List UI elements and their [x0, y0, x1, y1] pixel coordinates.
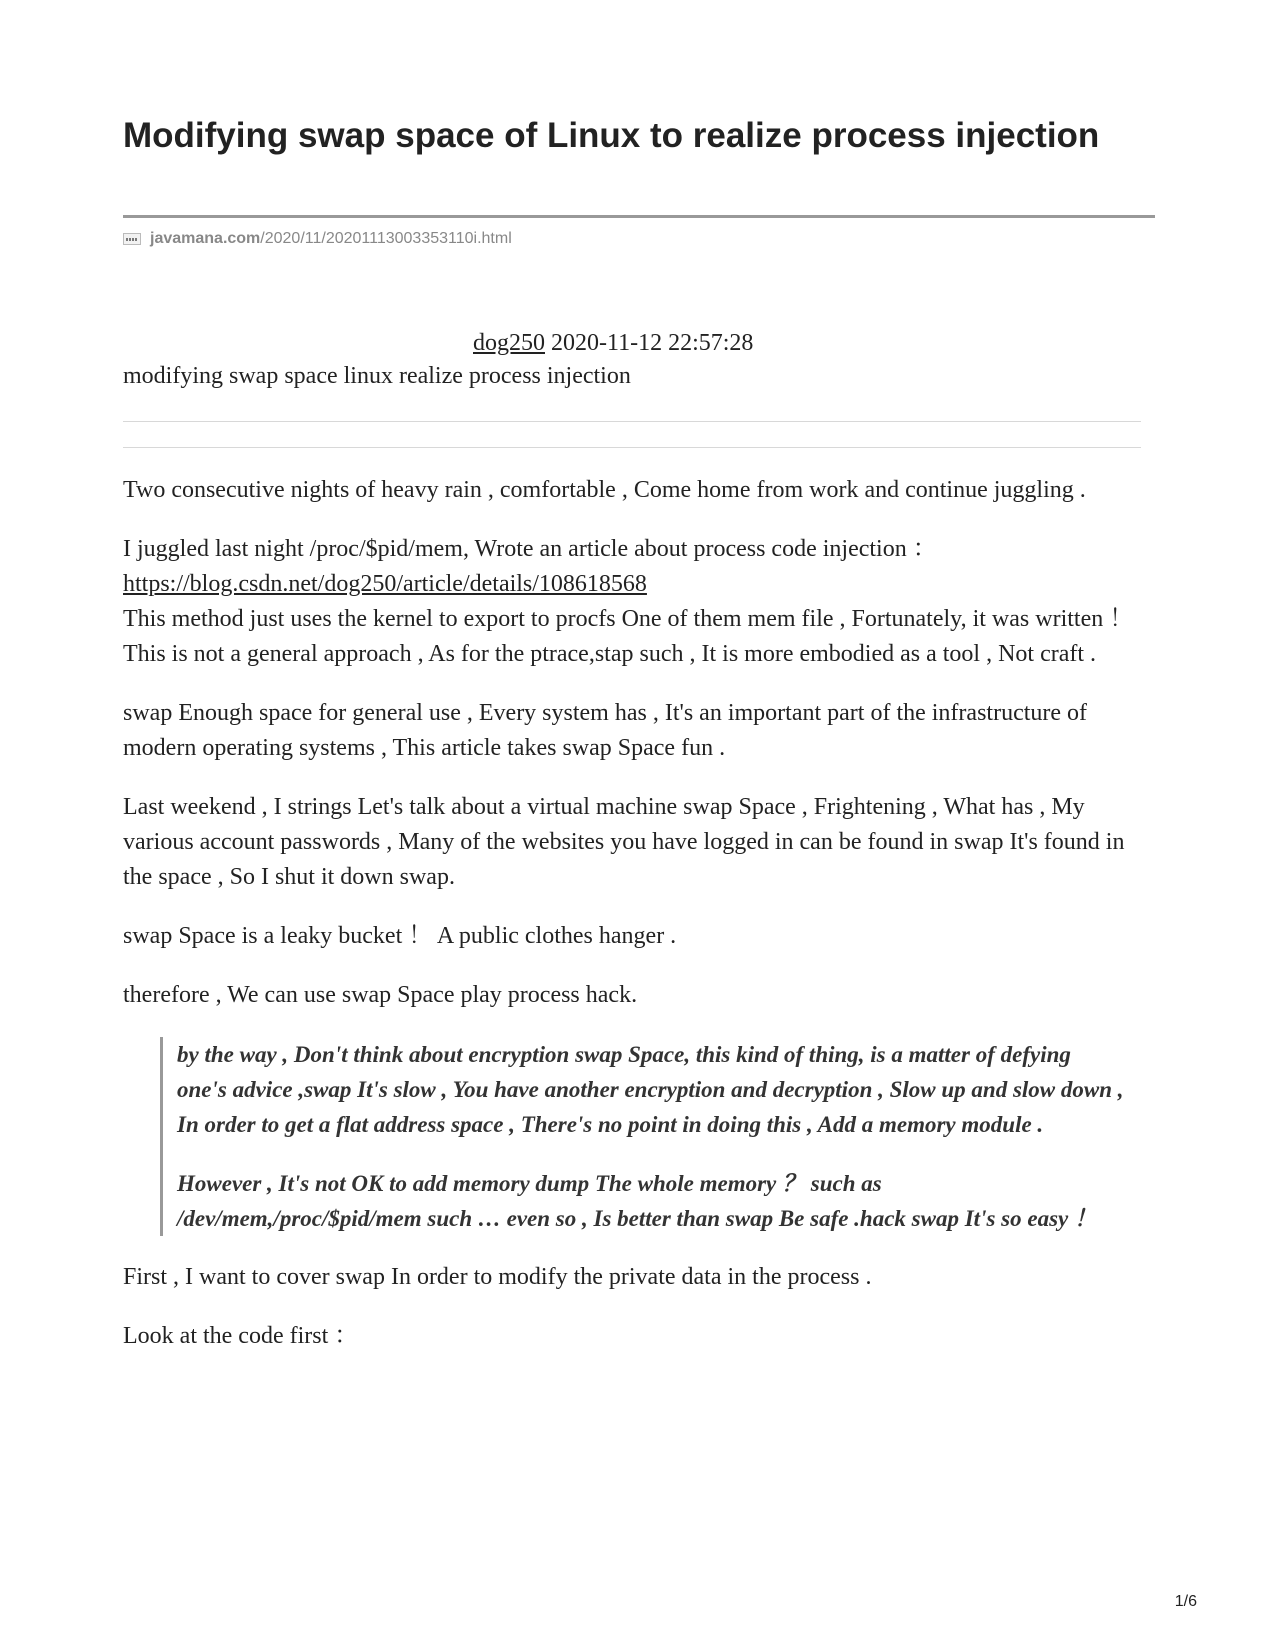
- site-favicon-icon: [123, 233, 141, 245]
- meta-divider-bottom: [123, 447, 1141, 448]
- page-title: Modifying swap space of Linux to realize process injection: [123, 116, 1100, 155]
- paragraph-text: I juggled last night /proc/$pid/mem, Wrote an article about process code injection ：: [123, 536, 937, 562]
- quote-paragraph: by the way , Don't think about encryption swap Space, this kind of thing, is a matter of defying one's advice ,swap It's slow , You have another encryption and decryption , Slow up and slow down , In order to get a flat address space , There's no point in doing this , Add a memory module .: [177, 1042, 1124, 1137]
- paragraph: This method just uses the kernel to export to procfs One of them mem file , Fortunately, it was written ！ This is not a general approach , As for the ptrace,stap such , It is more embodied as a tool , Not craft .: [123, 606, 1134, 667]
- blockquote: [160, 1037, 1125, 1236]
- paragraph: swap Space is a leaky bucket ！ A public clothes hanger .: [123, 923, 677, 949]
- article-tags: modifying swap space linux realize process injection: [123, 363, 631, 389]
- source-path: /2020/11/20201113003353110i.html: [260, 230, 512, 247]
- author-link[interactable]: dog250: [473, 330, 545, 356]
- quote-paragraph: However , It's not OK to add memory dump The whole memory ？ such as /dev/mem,/proc/$pid/mem such … even so , Is better than swap Be safe .hack swap It's so easy ！: [177, 1171, 1097, 1231]
- page-number: 1/6: [1174, 1593, 1197, 1610]
- source-url[interactable]: [123, 228, 512, 250]
- paragraph-with-link: [123, 532, 1143, 602]
- article-body: [123, 473, 1143, 1378]
- publish-timestamp: 2020-11-12 22:57:28: [551, 330, 754, 356]
- paragraph: therefore , We can use swap Space play process hack.: [123, 982, 638, 1008]
- article-link[interactable]: https://blog.csdn.net/dog250/article/details/108618568: [123, 571, 647, 597]
- paragraph: Two consecutive nights of heavy rain , comfortable , Come home from work and continue juggling .: [123, 477, 1086, 503]
- paragraph: swap Enough space for general use , Every system has , It's an important part of the infrastructure of modern operating systems , This article takes swap Space fun .: [123, 700, 1088, 761]
- title-divider: [123, 215, 1155, 218]
- source-domain: javamana.com: [150, 230, 261, 247]
- article-meta: [473, 328, 753, 358]
- paragraph: Look at the code first ：: [123, 1323, 359, 1349]
- paragraph: Last weekend , I strings Let's talk about a virtual machine swap Space , Frightening , What has , My various account passwords , Many of the websites you have logged in can be found in swap It's found in the space , So I shut it down swap.: [123, 794, 1125, 890]
- meta-divider-top: [123, 421, 1141, 422]
- paragraph: First , I want to cover swap In order to modify the private data in the process .: [123, 1264, 872, 1290]
